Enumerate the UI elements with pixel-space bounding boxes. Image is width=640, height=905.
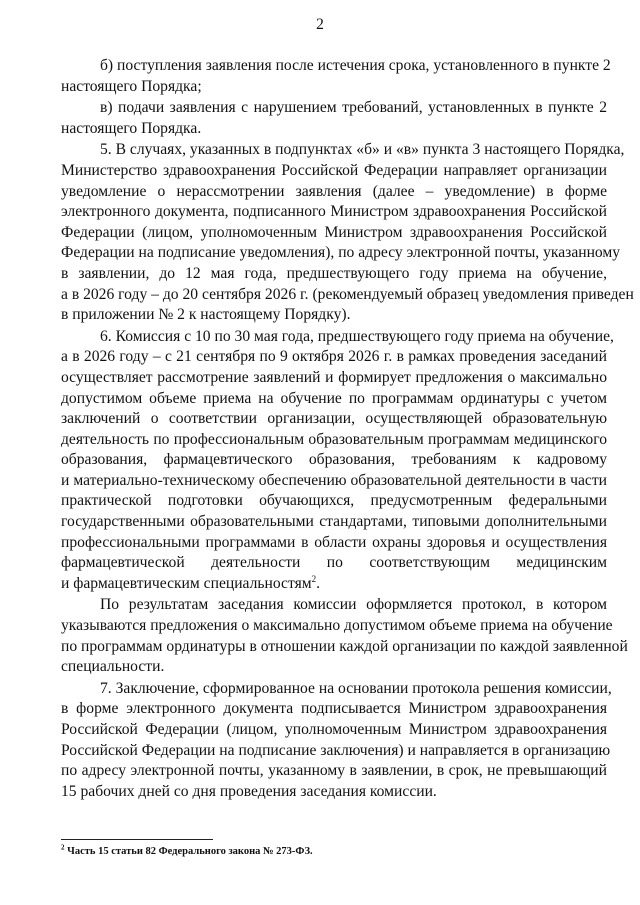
text-line: Министерство здравоохранения Российской Федерации направляет организации: [61, 161, 607, 179]
text-line: По результатам заседания комиссии оформляется протокол, в котором: [100, 596, 607, 614]
text-line: фармацевтической деятельности по соответствующим медицинским: [61, 554, 607, 572]
page-number: 2: [316, 16, 324, 33]
text-line: по адресу электронной почты, указанному в заявлении, в срок, не превышающий: [61, 762, 607, 780]
text-line: 7. Заключение, сформированное на основании протокола решения комиссии,: [100, 679, 612, 697]
text-line: настоящего Порядка;: [61, 77, 202, 95]
sentence-end: .: [316, 574, 321, 592]
text-line: по программам ординатуры в отношении каждой организации по каждой заявленной: [61, 637, 628, 655]
paragraph-6: [61, 327, 614, 595]
text-line: а в 2026 году – с 21 сентября по 9 октября 2026 г. в рамках проведения заседаний: [61, 348, 607, 366]
text-line: и фармацевтическим специальностям: [61, 574, 312, 592]
text-line: Федерации (лицом, уполномоченным Министром здравоохранения Российской: [61, 223, 607, 241]
text-line: в заявлении, до 12 мая года, предшествующего году приема на обучение,: [61, 264, 607, 282]
paragraph-7: [61, 679, 612, 803]
text-line: деятельность по профессиональным образовательным программам медицинского: [61, 430, 607, 448]
text-line: Российской Федерации на подписание заключения) и направляется в организацию: [61, 741, 611, 759]
text-line: и материально-техническому обеспечению образовательной деятельности в части: [61, 471, 607, 489]
text-line: б) поступления заявления после истечения срока, установленного в пункте 2: [100, 57, 611, 74]
text-line: практической подготовки обучающихся, предусмотренным федеральными: [61, 492, 607, 510]
text-line: образования, фармацевтического образования, требованиям к кадровому: [61, 451, 607, 469]
footnote-text: Часть 15 статьи 82 Федерального закона № 273-ФЗ.: [67, 846, 313, 857]
document-body: [61, 56, 634, 802]
text-line: осуществляет рассмотрение заявлений и формирует предложения о максимально: [61, 368, 607, 386]
paragraph-5: [61, 140, 634, 325]
text-line-with-footnote: [61, 574, 607, 595]
footnote-mark: 2: [61, 843, 65, 852]
text-line: 15 рабочих дней со дня проведения заседания комиссии.: [61, 782, 437, 800]
text-line: Федерации на подписание уведомления), по адресу электронной почты, указанному: [61, 244, 621, 262]
text-line: 5. В случаях, указанных в подпунктах «б» и «в» пункта 3 настоящего Порядка,: [100, 141, 625, 159]
footnote: [61, 845, 607, 858]
text-line: а в 2026 году – до 20 сентября 2026 г. (рекомендуемый образец уведомления приведен: [61, 285, 634, 303]
footnote-ref: 2: [311, 573, 317, 584]
text-line: указываются предложения о максимально допустимом объеме приема на обучение: [61, 617, 613, 635]
paragraph-v: [61, 98, 607, 139]
text-line: уведомление о нерассмотрении заявления (далее – уведомление) в форме: [61, 182, 607, 200]
text-line: 6. Комиссия с 10 по 30 мая года, предшествующего году приема на обучение,: [100, 327, 614, 345]
text-line: электронного документа, подписанного Министром здравоохранения Российской: [61, 203, 607, 221]
text-line: в форме электронного документа подписывается Министром здравоохранения: [61, 700, 607, 718]
text-line: настоящего Порядка.: [61, 119, 202, 137]
text-line: в приложении № 2 к настоящему Порядку).: [61, 306, 351, 324]
text-line: допустимом объеме приема на обучение по программам ординатуры с учетом: [61, 389, 607, 407]
text-line: профессиональными программами в области охраны здоровья и осуществления: [61, 533, 607, 551]
paragraph-b: [61, 56, 611, 97]
text-line: Российской Федерации (лицом, уполномоченным Министром здравоохранения: [61, 721, 607, 738]
text-line: государственными образовательными стандартами, типовыми дополнительными: [61, 513, 607, 531]
paragraph-protocol: [61, 595, 628, 677]
footnote-divider: [61, 839, 213, 840]
text-line: специальности.: [61, 658, 165, 676]
text-line: заключений о соответствии организации, осуществляющей образовательную: [61, 410, 607, 428]
text-line: в) подачи заявления с нарушением требований, установленных в пункте 2: [100, 99, 607, 117]
